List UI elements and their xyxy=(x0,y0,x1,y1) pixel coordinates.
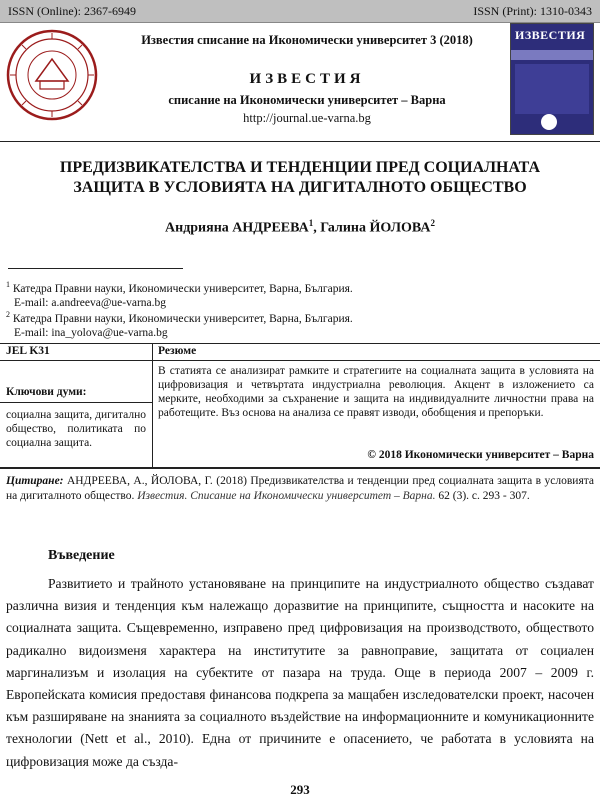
journal-line: Известия списание на Икономически университет 3 (2018) xyxy=(141,33,473,47)
author-1: Андрияна АНДРЕЕВА xyxy=(165,220,309,236)
footnote-1-email: E-mail: a.andreeva@ue-varna.bg xyxy=(14,296,167,309)
citation-label: Цитиране: xyxy=(6,475,64,487)
citation-ref: 62 (3). с. 293 - 307. xyxy=(438,490,530,502)
footnote-rule xyxy=(8,268,183,269)
issn-bar xyxy=(0,0,600,23)
footnote-2: $^2$ Катедра Правни науки, Икономически университет, Варна, България. E-mail: ina_yolova@ue-varna.bg xyxy=(6,308,596,340)
issn-print: ISSN (Print): 1310-0343 xyxy=(473,4,592,18)
section-heading: Въведение xyxy=(48,548,115,563)
university-seal-icon xyxy=(6,29,98,121)
keywords-label: Ключови думи: xyxy=(6,386,87,398)
journal-subtitle: списание на Икономически университет – Варна xyxy=(168,93,446,107)
abstract-label: Резюме xyxy=(158,345,197,357)
abstract-text: В статията се анализират рамките и стратегиите на социалната защита в условията на цифровизация и четвъртата индустриална революция. Акцент в изложението са мерките, необходими за съхранение и защита на индивидуалните личностни права на работещите. Въз основа на анализа се правят изводи, обобщения и препоръки. xyxy=(158,365,594,419)
article-title: ПРЕДИЗВИКАТЕЛСТВА И ТЕНДЕНЦИИ ПРЕД СОЦИАЛНАТА ЗАЩИТА В УСЛОВИЯТА НА ДИГИТАЛНОТО ОБЩЕСТВО xyxy=(59,159,541,196)
author-2: Галина ЙОЛОВА xyxy=(320,220,431,236)
citation-text: АНДРЕЕВА, А., ЙОЛОВА, Г. (2018) Предизвикателства и тенденции пред социалната защита в условията на дигиталното общество. xyxy=(6,475,595,502)
journal-url[interactable]: http://journal.ue-varna.bg xyxy=(243,111,371,125)
body-text xyxy=(6,573,594,773)
footnote-1: $^1$ Катедра Правни науки, Икономически университет, Варна, България. E-mail: a.andreeva@ue-varna.bg xyxy=(6,278,596,310)
citation xyxy=(6,474,594,504)
citation-journal: Известия. Списание на Икономически университет – Варна. xyxy=(137,490,436,502)
jel-code: JEL K31 xyxy=(6,345,50,357)
page-number: 293 xyxy=(290,782,310,797)
journal-name: ИЗВЕСТИЯ xyxy=(249,71,365,87)
journal-cover-image xyxy=(510,23,594,135)
keywords: социална защита, дигитално общество, политиката по социална защита. xyxy=(6,409,146,449)
authors: Андрияна АНДРЕЕВА$^1$, Галина ЙОЛОВА$^2$ xyxy=(165,218,435,236)
paragraph: Развитието и трайното установяване на принципите на индустриалното общество създават различна визия и тенденция към належащо доразвитие на принципите, същността и насоките на социалната защита. Същевременно, изправено пред цифровизация на производството, обществото радикално видоизменя характера на институтите за равноправие, защитата от социален маргинализъм и изолация на субектите от пазара на труда. Още в периода 2007 – 2009 г. Европейската комисия предоставя финансова подкрепа за мащабен изследователски проект, насочен към разширяване на знанията за социалното въздействие на информационните и комуникационните технологии (Nett et al., 2010). Една от причините е опасението, че работата в условията на цифровизация може да създа- xyxy=(6,576,594,769)
footnote-2-email: E-mail: ina_yolova@ue-varna.bg xyxy=(14,326,168,339)
cover-title: ИЗВЕСТИЯ xyxy=(515,28,586,42)
journal-header xyxy=(0,23,600,142)
copyright: © 2018 Икономически университет – Варна xyxy=(367,449,594,461)
issn-online: ISSN (Online): 2367-6949 xyxy=(8,4,136,18)
cover-logo-icon xyxy=(541,114,557,130)
